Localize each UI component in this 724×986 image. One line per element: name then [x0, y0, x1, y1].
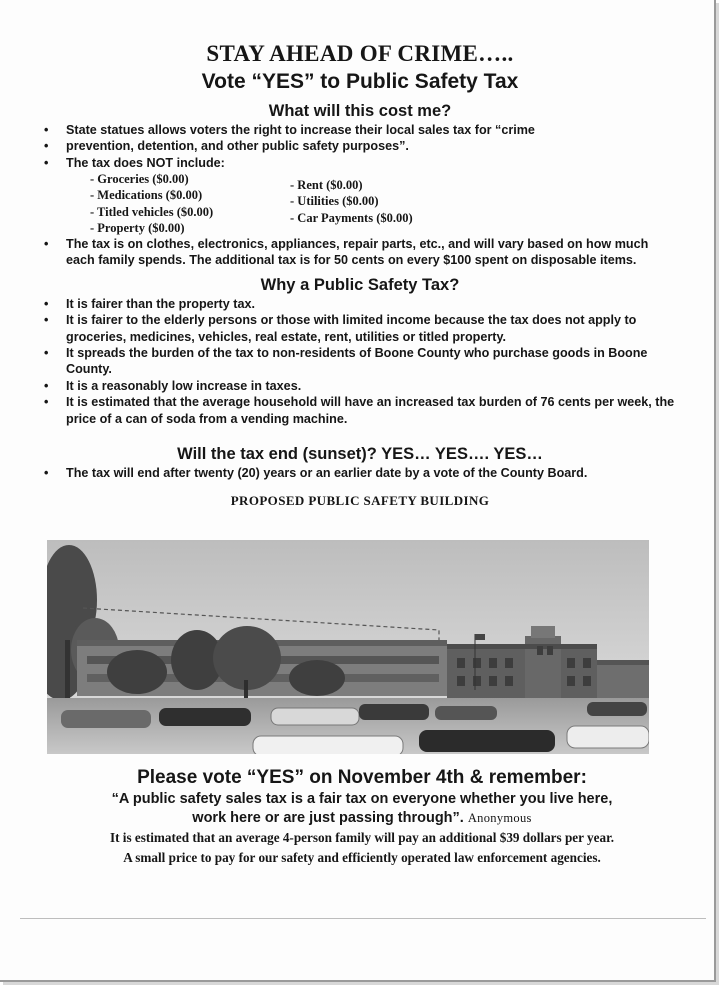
estimate-line-2: A small price to pay for our safety and efficiently operated law enforcement agencies. [123, 850, 601, 865]
quote-line-2-wrapper [20, 809, 704, 828]
cost-list-continued [40, 236, 680, 269]
list-item: • prevention, detention, and other public safety purposes”. [40, 138, 680, 154]
page-subtitle: Vote “YES” to Public Safety Tax [201, 70, 519, 93]
list-item: • It is fairer than the property tax. [40, 296, 680, 312]
cost-list [40, 122, 680, 171]
list-item: • It is fairer to the elderly persons or those with limited income because the tax does not apply to groceries, medicines, vehicles, real estate, rent, utilities or titled property. [40, 312, 680, 345]
tax-exclusions [40, 171, 680, 236]
flyer-content [40, 40, 680, 509]
building-caption: PROPOSED PUBLIC SAFETY BUILDING [230, 492, 490, 508]
closing-heading: Please vote “YES” on November 4th & remember: [137, 767, 587, 788]
list-item: • State statues allows voters the right to increase their local sales tax for “crime [40, 122, 680, 138]
list-item: • The tax will end after twenty (20) years or an earlier date by a vote of the County Board. [40, 465, 680, 481]
why-list [40, 296, 680, 427]
page-title: STAY AHEAD OF CRIME….. [206, 41, 514, 66]
list-item: • The tax is on clothes, electronics, appliances, repair parts, etc., and will vary based on how much each family spends. The additional tax is for 50 cents on every $100 spent on disposable items. [40, 236, 680, 269]
list-item: • It is estimated that the average household will have an increased tax burden of 76 cents per week, the price of a can of soda from a vending machine. [40, 394, 680, 427]
list-item: • The tax does NOT include: [40, 155, 680, 171]
sunset-list [40, 465, 680, 481]
cost-heading: What will this cost me? [268, 102, 452, 120]
exclusions-column-2 [290, 171, 413, 236]
why-heading: Why a Public Safety Tax? [260, 275, 460, 294]
exclusion-item: - Car Payments ($0.00) [290, 210, 413, 225]
exclusion-item: - Rent ($0.00) [290, 178, 363, 193]
quote-line-2: work here or are just passing through”. [192, 809, 464, 826]
exclusion-item: - Utilities ($0.00) [290, 194, 379, 209]
building-photo [47, 540, 649, 754]
estimate-line-1: It is estimated that an average 4-person family will pay an additional $39 dollars per year. [109, 830, 615, 845]
building-illustration [47, 540, 649, 754]
sunset-heading: Will the tax end (sunset)? YES… YES…. YES… [177, 445, 543, 464]
list-item: • It spreads the burden of the tax to non-residents of Boone County who purchase goods in Boone County. [40, 345, 680, 378]
quote-attribution: Anonymous [467, 810, 532, 825]
exclusions-column-1 [90, 171, 290, 236]
closing-message [20, 766, 704, 867]
exclusion-item: - Medications ($0.00) [90, 188, 203, 203]
exclusion-item: - Groceries ($0.00) [90, 172, 189, 187]
list-item: • It is a reasonably low increase in taxes. [40, 378, 680, 394]
exclusion-item: - Titled vehicles ($0.00) [90, 204, 214, 219]
page-divider [20, 918, 706, 919]
quote-line-1: “A public safety sales tax is a fair tax on everyone whether you live here, [111, 791, 613, 807]
exclusion-item: - Property ($0.00) [90, 220, 185, 235]
